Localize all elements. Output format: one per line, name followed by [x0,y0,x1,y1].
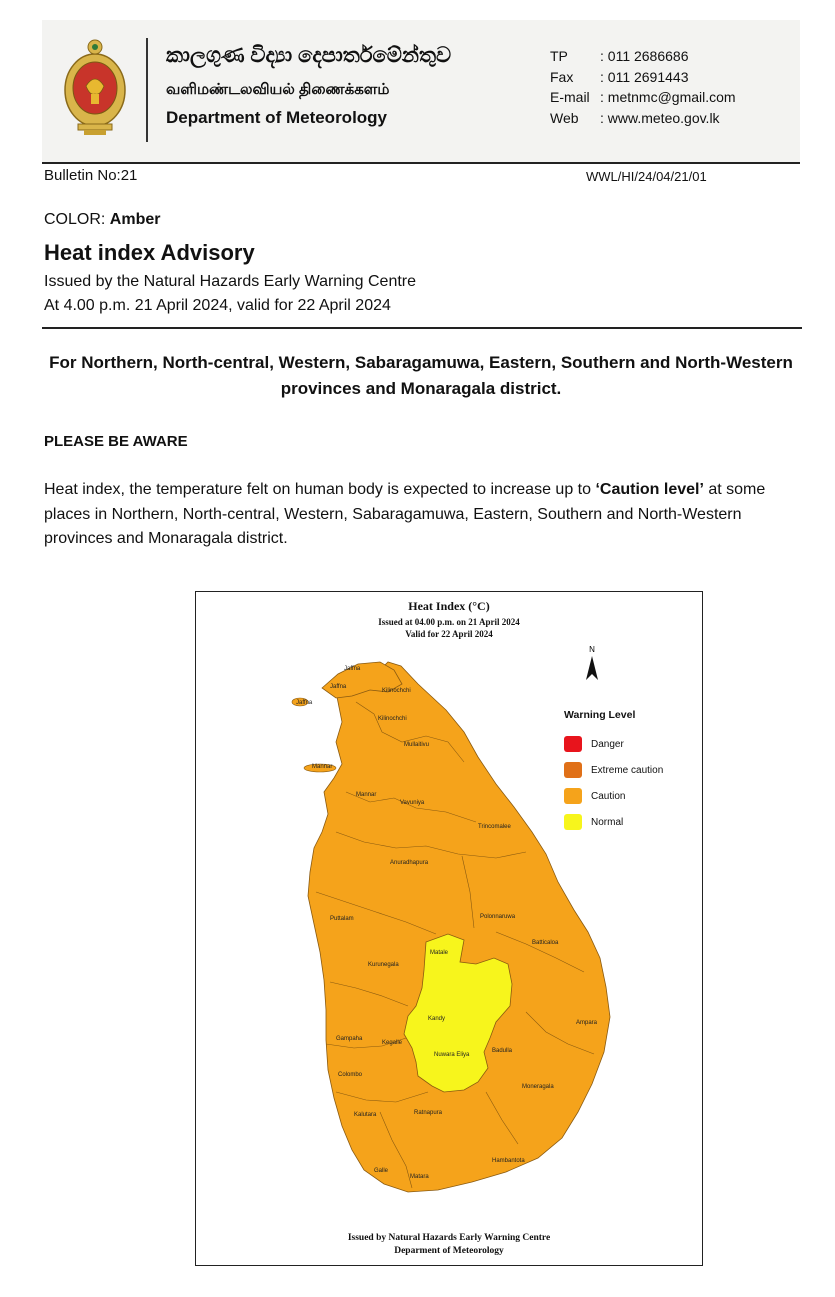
district-label: Batticaloa [532,940,559,946]
affected-regions: For Northern, North-central, Western, Sabaragamuwa, Eastern, Southern and North-Western provinces and Monaragala district. [49,353,793,398]
org-name-english: Department of Meteorology [166,108,388,127]
contact-phone: TP : 011 2686686 [550,48,689,64]
legend-swatch-normal [564,814,582,830]
district-label: Colombo [338,1072,363,1078]
map-legend [564,709,663,835]
legend-swatch-extreme-caution [564,762,582,778]
color-value: Amber [109,211,161,228]
north-arrow-icon [582,644,602,684]
issued-at: At 4.00 p.m. 21 April 2024, valid for 22 April 2024 [44,297,391,314]
district-label: Kilinochchi [382,688,411,694]
district-label: Ratnapura [414,1110,443,1116]
district-label: Polonnaruwa [480,914,516,920]
sri-lanka-emblem-icon [60,38,130,138]
district-label: Nuwara Eliya [434,1052,470,1058]
district-label: Anuradhapura [390,860,429,866]
district-label: Moneragala [522,1084,554,1090]
legend-title: Warning Level [564,709,636,721]
district-label: Vavuniya [400,800,425,806]
map-footer-department: Deparment of Meteorology [394,1246,504,1256]
color-level: COLOR: Amber [44,211,161,228]
district-label: Gampaha [336,1036,363,1042]
bulletin-reference: WWL/HI/24/04/21/01 [586,169,707,184]
district-label: Puttalam [330,916,354,922]
sri-lanka-map [196,592,704,1267]
legend-item-normal: Normal [564,809,663,835]
district-label: Galle [374,1168,389,1174]
district-label: Mullaitivu [404,742,430,748]
north-label: N [589,645,595,654]
caution-level-emphasis: ‘Caution level’ [595,481,704,498]
district-label: Matale [430,950,449,956]
please-be-aware: PLEASE BE AWARE [44,433,188,450]
district-label: Jaffna [330,684,347,690]
bulletin-number: Bulletin No:21 [44,167,138,184]
map-title: Heat Index (°C) [408,599,490,613]
legend-swatch-danger [564,736,582,752]
legend-swatch-caution [564,788,582,804]
district-label: Jaffna [344,666,361,672]
map-valid: Valid for 22 April 2024 [405,629,493,639]
legend-item-danger: Danger [564,731,663,757]
district-label: Hambantota [492,1158,525,1164]
district-label: Kandy [428,1016,446,1022]
contact-block [550,46,736,128]
contact-web: Web : www.meteo.gov.lk [550,109,720,126]
map-issued: Issued at 04.00 p.m. on 21 April 2024 [378,617,520,627]
district-label: Kalutara [354,1112,377,1118]
district-label: Badulla [492,1048,513,1054]
district-label: Kurunegala [368,962,399,968]
district-label: Mannar [312,764,333,770]
advisory-paragraph: Heat index, the temperature felt on human body is expected to increase up to ‘Caution level’ at some places in Northern, North-central, Western, Sabaragamuwa, Eastern, Southern and North-Western provinces and Monaragala district. [44,481,766,547]
divider-rule [42,327,802,329]
heat-index-map [195,591,703,1266]
district-label: Trincomalee [478,824,511,830]
legend-item-caution: Caution [564,783,663,809]
map-footer-issuer: Issued by Natural Hazards Early Warning Centre [347,1233,551,1243]
legend-item-extreme-caution: Extreme caution [564,757,663,783]
issued-by: Issued by the Natural Hazards Early Warning Centre [44,273,417,290]
district-label: Mannar [356,792,377,798]
district-label: Jaffna [296,700,313,706]
letterhead [42,20,800,164]
contact-email: E-mail : metnmc@gmail.com [550,89,736,105]
header-divider [146,38,148,142]
org-name-sinhala: කාලගුණ විද්‍යා දෙපාර්තමේන්තුව [166,44,452,67]
org-name-tamil: வளிமண்டலவியல் திணைக்களம் [166,81,390,98]
district-label: Matara [410,1174,429,1180]
contact-fax: Fax : 011 2691443 [550,68,689,85]
district-label: Kegalle [382,1040,403,1046]
district-label: Ampara [576,1020,598,1026]
district-label: Kilinochchi [378,716,407,722]
advisory-title: Heat index Advisory [44,240,255,265]
